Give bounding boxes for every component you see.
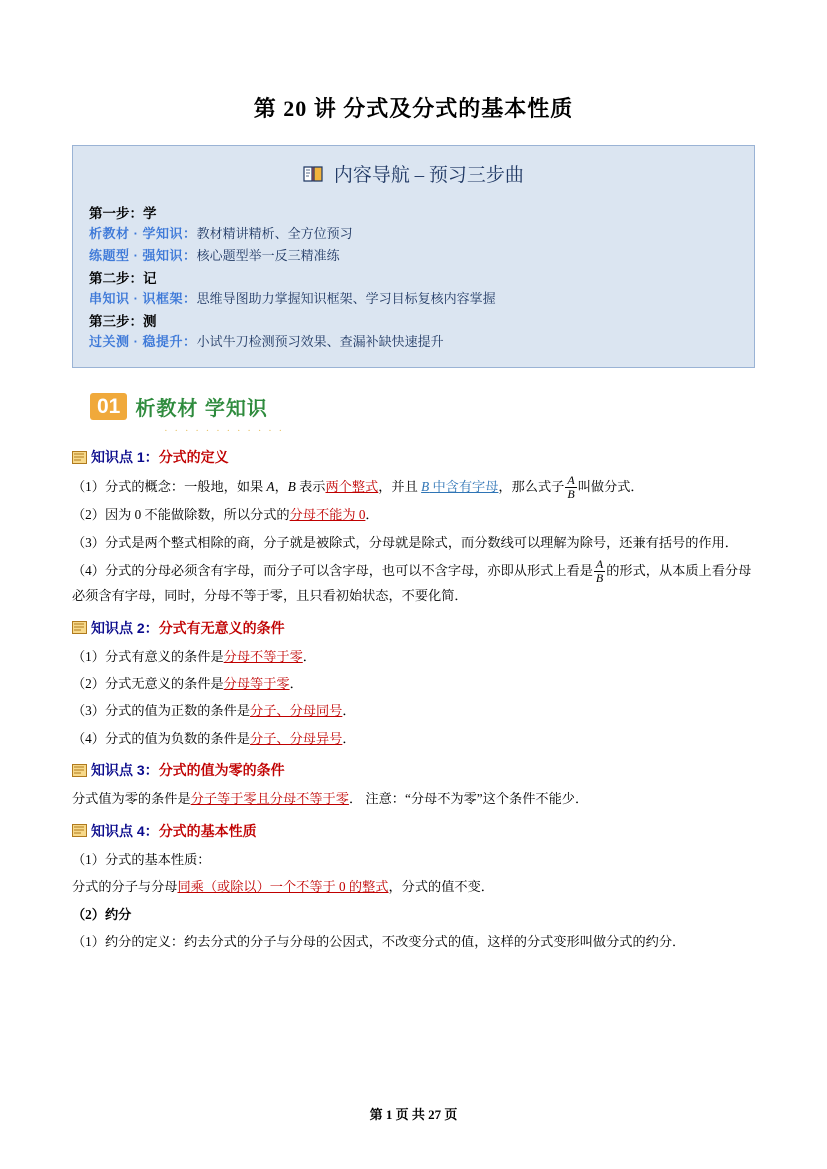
kp2-item-3: （3）分式的值为正数的条件是分子、分母同号． [72,703,356,719]
kp4-item-3: （2）约分 [72,906,132,922]
nav-step-3 [89,310,738,350]
nav-step-2 [89,267,738,307]
nav-step-1 [89,202,738,264]
nav-line-desc: 思维导图助力掌握知识框架、学习目标复核内容掌握 [196,291,496,306]
nav-step-1-line-2 [89,245,738,264]
content-navigation-box [72,145,755,368]
kp1-item-2: （2）因为 0 不能做除数，所以分式的分母不能为 0． [72,507,379,523]
nav-line-tag: 串知识 · 识框架： [89,291,197,306]
nav-heading-text: 内容导航 – 预习三步曲 [333,165,524,186]
kp2-item-1: （1）分式有意义的条件是分母不等于零． [72,648,316,664]
nav-step-2-line-1 [89,288,738,307]
nav-line-tag: 析教材 · 学知识： [89,226,197,241]
section-banner-dots: · · · · · · · · · · · · [164,425,285,437]
kp1-item-3: （3）分式是两个整式相除的商，分子就是被除式，分母就是除式，而分数线可以理解为除号，还兼有括号的作用． [72,534,738,550]
section-banner-text: 析教材 学知识 [135,398,268,420]
nav-step-3-label: 第三步：测 [89,314,157,329]
nav-line-desc: 教材精讲精析、全方位预习 [196,226,353,241]
note-icon [72,621,87,634]
open-book-icon [303,164,325,190]
kp1-item-4: （4）分式的分母必须含有字母，而分子可以含字母，也可以不含字母，亦即从形式上看是 $\frac{A}{B}$ 的形式，从本质上看分母必须含有字母，同时，分母不等于零，且只看初始状态，不要化简． [72,557,752,604]
kp3-item-1: 分式值为零的条件是分子等于零且分母不等于零． 注意：“分母不为零”这个条件不能少． [72,791,589,807]
kp1-item-1: （1）分式的概念：一般地，如果 A，B 表示两个整式，并且 B 中含有字母，那么式子 $\frac{A}{B}$ 叫做分式． [72,473,644,501]
kp2-item-4: （4）分式的值为负数的条件是分子、分母异号． [72,730,356,746]
nav-step-2-label: 第二步：记 [89,271,157,286]
nav-line-desc: 小试牛刀检测预习效果、查漏补缺快速提升 [196,334,444,349]
nav-step-3-line-1 [89,331,738,350]
nav-line-desc: 核心题型举一反三精准练 [196,248,340,263]
nav-line-tag: 练题型 · 强知识： [89,248,197,263]
nav-step-1-line-1 [89,223,738,242]
nav-line-tag: 过关测 · 稳提升： [89,334,197,349]
note-icon [72,824,87,837]
knowledge-point-4-heading [72,821,755,841]
section-banner [90,392,755,421]
knowledge-point-3-heading [72,760,755,780]
nav-step-1-label: 第一步：学 [89,206,157,221]
kp2-item-2: （2）分式无意义的条件是分母等于零． [72,676,303,692]
kp4-item-1: （1）分式的基本性质： [72,851,211,867]
kp4-item-4: （1）约分的定义：约去分式的分子与分母的公因式，不改变分式的值，这样的分式变形叫做分式的约分． [72,934,686,950]
page-title: 第 20 讲 分式及分式的基本性质 [253,96,574,121]
note-icon [72,764,87,777]
knowledge-point-1-heading [72,447,755,467]
section-banner-number: 01 [90,393,127,420]
knowledge-point-3-label: 知识点 3：分式的值为零的条件 [91,762,285,779]
nav-heading [89,156,738,200]
knowledge-point-2-label: 知识点 2：分式有无意义的条件 [91,619,285,636]
knowledge-point-4-label: 知识点 4：分式的基本性质 [91,822,257,839]
note-icon [72,451,87,464]
page-footer: 第 1 页 共 27 页 [369,1107,458,1122]
kp4-item-2: 分式的分子与分母同乘（或除以）一个不等于 0 的整式，分式的值不变． [72,879,494,895]
knowledge-point-1-label: 知识点 1：分式的定义 [91,449,229,465]
knowledge-point-2-heading [72,618,755,638]
